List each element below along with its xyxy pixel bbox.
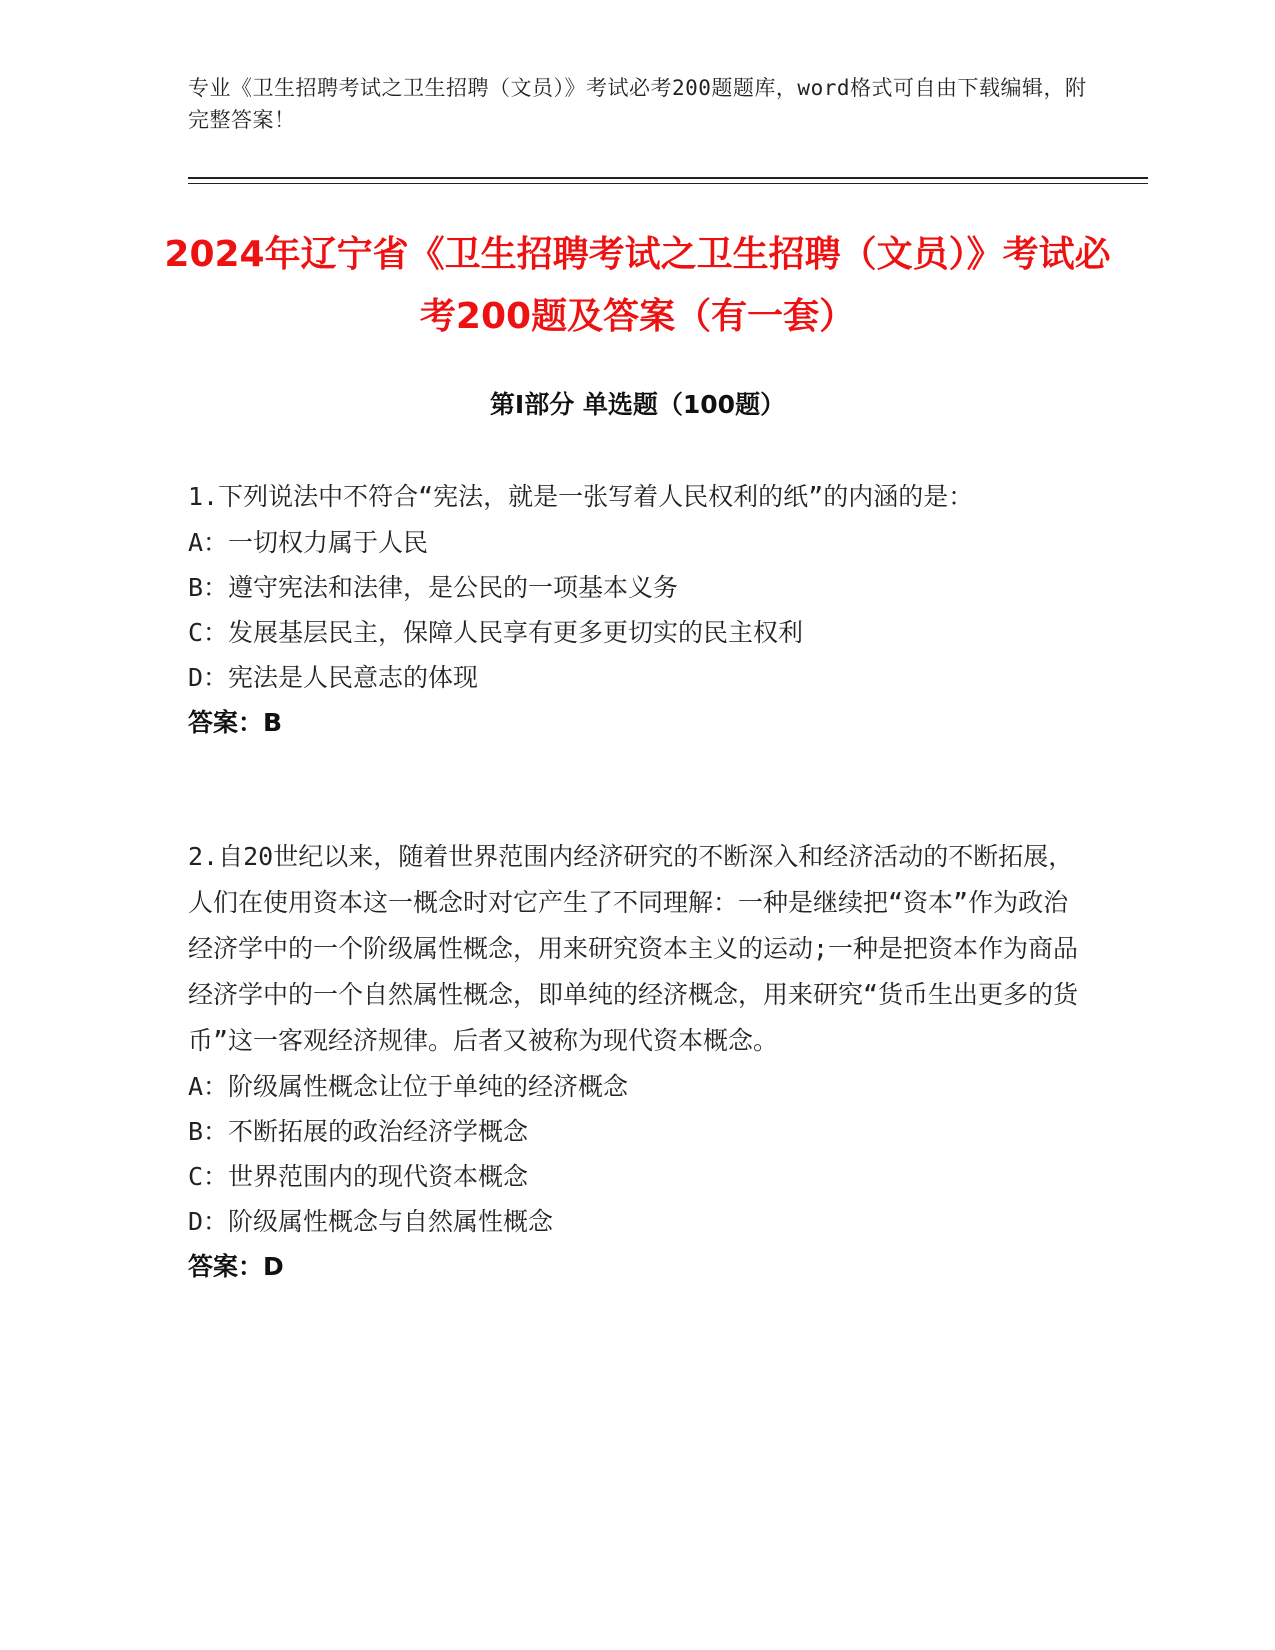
question-stem: 1.下列说法中不符合“宪法，就是一张写着人民权利的纸”的内涵的是：	[188, 482, 974, 511]
question-1	[188, 474, 1088, 745]
option-d: D：阶级属性概念与自然属性概念	[188, 1207, 554, 1236]
option-d: D：宪法是人民意志的体现	[188, 663, 479, 692]
question-2	[188, 834, 1088, 1289]
option-b: B：遵守宪法和法律，是公民的一项基本义务	[188, 573, 679, 602]
option-a: A：阶级属性概念让位于单纯的经济概念	[188, 1072, 629, 1101]
question-stem: 2.自20世纪以来，随着世界范围内经济研究的不断深入和经济活动的不断拓展，人们在使用资本这一概念时对它产生了不同理解：一种是继续把“资本”作为政治经济学中的一个阶级属性概念，用来研究资本主义的运动;一种是把资本作为商品经济学中的一个自然属性概念，即单纯的经济概念，用来研究“货币生出更多的货币”这一客观经济规律。后者又被称为现代资本概念。	[188, 842, 1079, 1055]
header-divider-thick	[188, 177, 1148, 179]
option-c: C：发展基层民主，保障人民享有更多更切实的民主权利	[188, 618, 804, 647]
document-title: 2024年辽宁省《卫生招聘考试之卫生招聘（文员）》考试必考200题及答案（有一套）	[164, 234, 1111, 337]
header-divider-thin	[188, 183, 1148, 184]
option-b: B：不断拓展的政治经济学概念	[188, 1117, 529, 1146]
header-note: 专业《卫生招聘考试之卫生招聘（文员）》考试必考200题题库，word格式可自由下载编辑，附完整答案！	[188, 76, 1087, 132]
answer: 答案：B	[188, 708, 283, 737]
option-c: C：世界范围内的现代资本概念	[188, 1162, 529, 1191]
section-title: 第Ⅰ部分 单选题（100题）	[489, 390, 786, 419]
answer: 答案：D	[188, 1252, 284, 1281]
option-a: A：一切权力属于人民	[188, 528, 429, 557]
